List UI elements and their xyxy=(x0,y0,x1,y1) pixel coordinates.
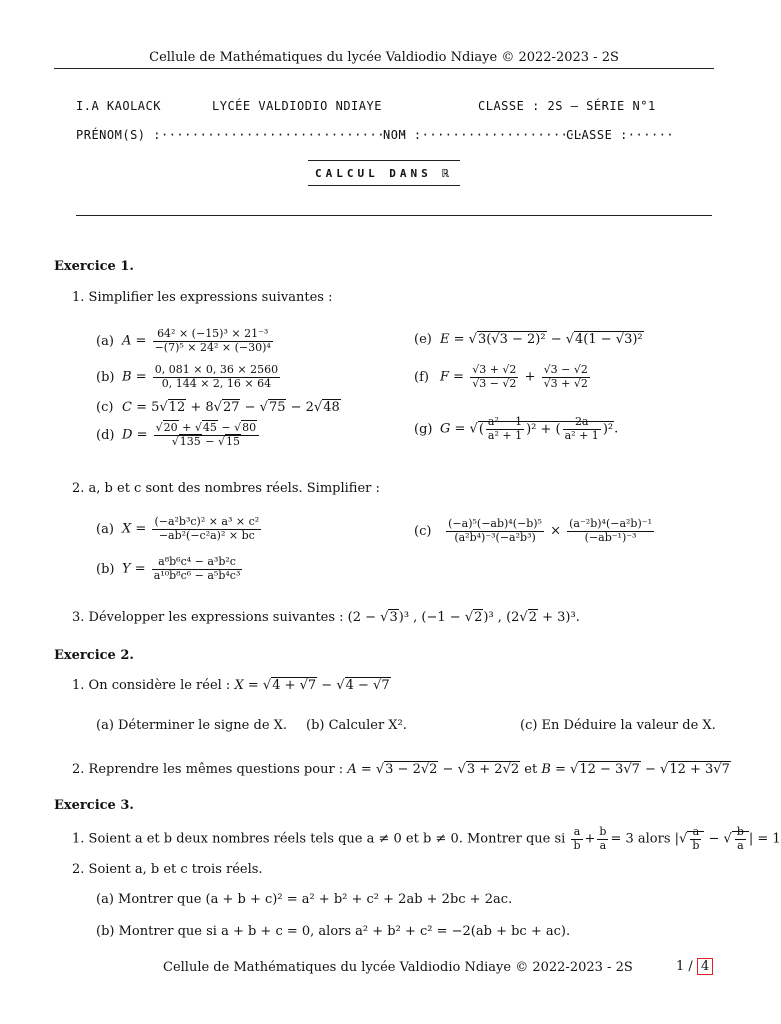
expression-y: (b) Y = $\frac{\text{a⁸b⁶c⁴ − a³b²c}}{\text{a¹⁰b⁸c⁶ − a⁵b⁴c³}}$ xyxy=(96,555,241,582)
page-counter xyxy=(676,958,713,975)
exercise-2-question-1: 1. On considère le réel : X = √4 + √7 − √4 − √7 xyxy=(72,678,390,693)
exercise-3-part-b: (b) Montrer que si a + b + c = 0, alors a² + b² + c² = −2(ab + bc + ac). xyxy=(96,924,571,939)
expression-g: (g) G = √( $\frac{\text{a² − 1}}{\text{a² + 1}}$ )² + ( $\frac{2a}{\text{a² + 1}}$ )². xyxy=(414,415,619,442)
school-name: LYCÉE VALDIODIO NDIAYE xyxy=(212,99,382,113)
exercise-3-question-1: 1. Soient a et b deux nombres réels tels que a ≠ 0 et b ≠ 0. Montrer que si $\frac{a}{b}$ + $\frac{b}{a}$ = 3 alors |√ $\frac{a}{b}$ − √ $\frac{b}{a}$ | = 1 xyxy=(72,825,781,852)
page-header: Cellule de Mathématiques du lycée Valdiodio Ndiaye © 2022-2023 - 2S xyxy=(149,50,619,65)
expression-a: (a) A = $\frac{\text{64² × (−15)³ × 21⁻³}}{\text{−(7)⁵ × 24² × (−30)⁴}}$ xyxy=(96,327,271,354)
exercise-2-title: Exercice 2. xyxy=(54,648,134,663)
school-city: I.A KAOLACK xyxy=(76,99,161,113)
page-separator: / xyxy=(688,959,693,974)
exercise-3-part-a: (a) Montrer que (a + b + c)² = a² + b² + c² + 2ab + 2bc + 2ac. xyxy=(96,892,513,907)
prenom-field[interactable]: PRÉNOM(S) :································ xyxy=(76,128,409,142)
total-pages-link[interactable]: 4 xyxy=(697,958,713,975)
page-footer: Cellule de Mathématiques du lycée Valdiodio Ndiaye © 2022-2023 - 2S xyxy=(163,960,633,975)
current-page: 1 xyxy=(676,959,685,974)
expression-b: (b) B = $\frac{0, 081 \times 0, 36 \times 2560}{0, 144 \times 2, 16 \times 64}$ xyxy=(96,363,279,390)
expression-d: (d) D = $\frac{√20 + √45 - √80}{√135 - √15}$ xyxy=(96,422,261,448)
exercise-3-question-2: 2. Soient a, b et c trois réels. xyxy=(72,862,263,877)
exercise-1-question-3: 3. Développer les expressions suivantes : (2 − √3)³ , (−1 − √2)³ , (2√2 + 3)³. xyxy=(72,610,580,625)
exercise-2-question-2: 2. Reprendre les mêmes questions pour : A = √3 − 2√2 − √3 + 2√2 et B = √12 − 3√7 − √12 + 3√7 xyxy=(72,762,730,777)
exercise-1-question-2: 2. a, b et c sont des nombres réels. Simplifier : xyxy=(72,481,380,496)
document-title: CALCUL DANS ℝ xyxy=(308,160,460,186)
exercise-2-part-b: (b) Calculer X². xyxy=(306,718,407,733)
nom-field[interactable]: NOM :····················· xyxy=(383,128,584,142)
expression-q2c: (c) $\frac{\text{(−a)⁵(−ab)⁴(−b)⁵}}{\text{(a²b⁴)⁻³(−a²b³)}}$ × $\frac{\text{(a⁻²b)⁴(−a²b)⁻¹}}{\text{(−ab⁻¹)⁻³}}$ xyxy=(414,517,652,544)
expression-e: (e) E = √3(√3 − 2)² − √4(1 − √3)² xyxy=(414,332,643,347)
expression-c: (c) C = 5√12 + 8√27 − √75 − 2√48 xyxy=(96,400,340,415)
header-rule xyxy=(54,68,714,69)
exercise-2-part-c: (c) En Déduire la valeur de X. xyxy=(520,718,716,733)
title-rule xyxy=(76,215,712,216)
classe-field[interactable]: CLASSE :······ xyxy=(566,128,675,142)
class-series: CLASSE : 2S – SÉRIE N°1 xyxy=(478,99,656,113)
exercise-2-part-a: (a) Déterminer le signe de X. xyxy=(96,718,288,733)
expression-x: (a) X = $\frac{\text{(−a²b³c)² × a³ × c²}}{\text{−ab²(−c²a)² × bc}}$ xyxy=(96,515,260,542)
exercise-3-title: Exercice 3. xyxy=(54,798,134,813)
exercise-1-title: Exercice 1. xyxy=(54,259,134,274)
expression-f: (f) F = $\frac{√3 + √2}{√3 - √2}$ + $\frac{√3 - √2}{√3 + √2}$ xyxy=(414,363,588,390)
exercise-1-question-1: 1. Simplifier les expressions suivantes : xyxy=(72,290,333,305)
